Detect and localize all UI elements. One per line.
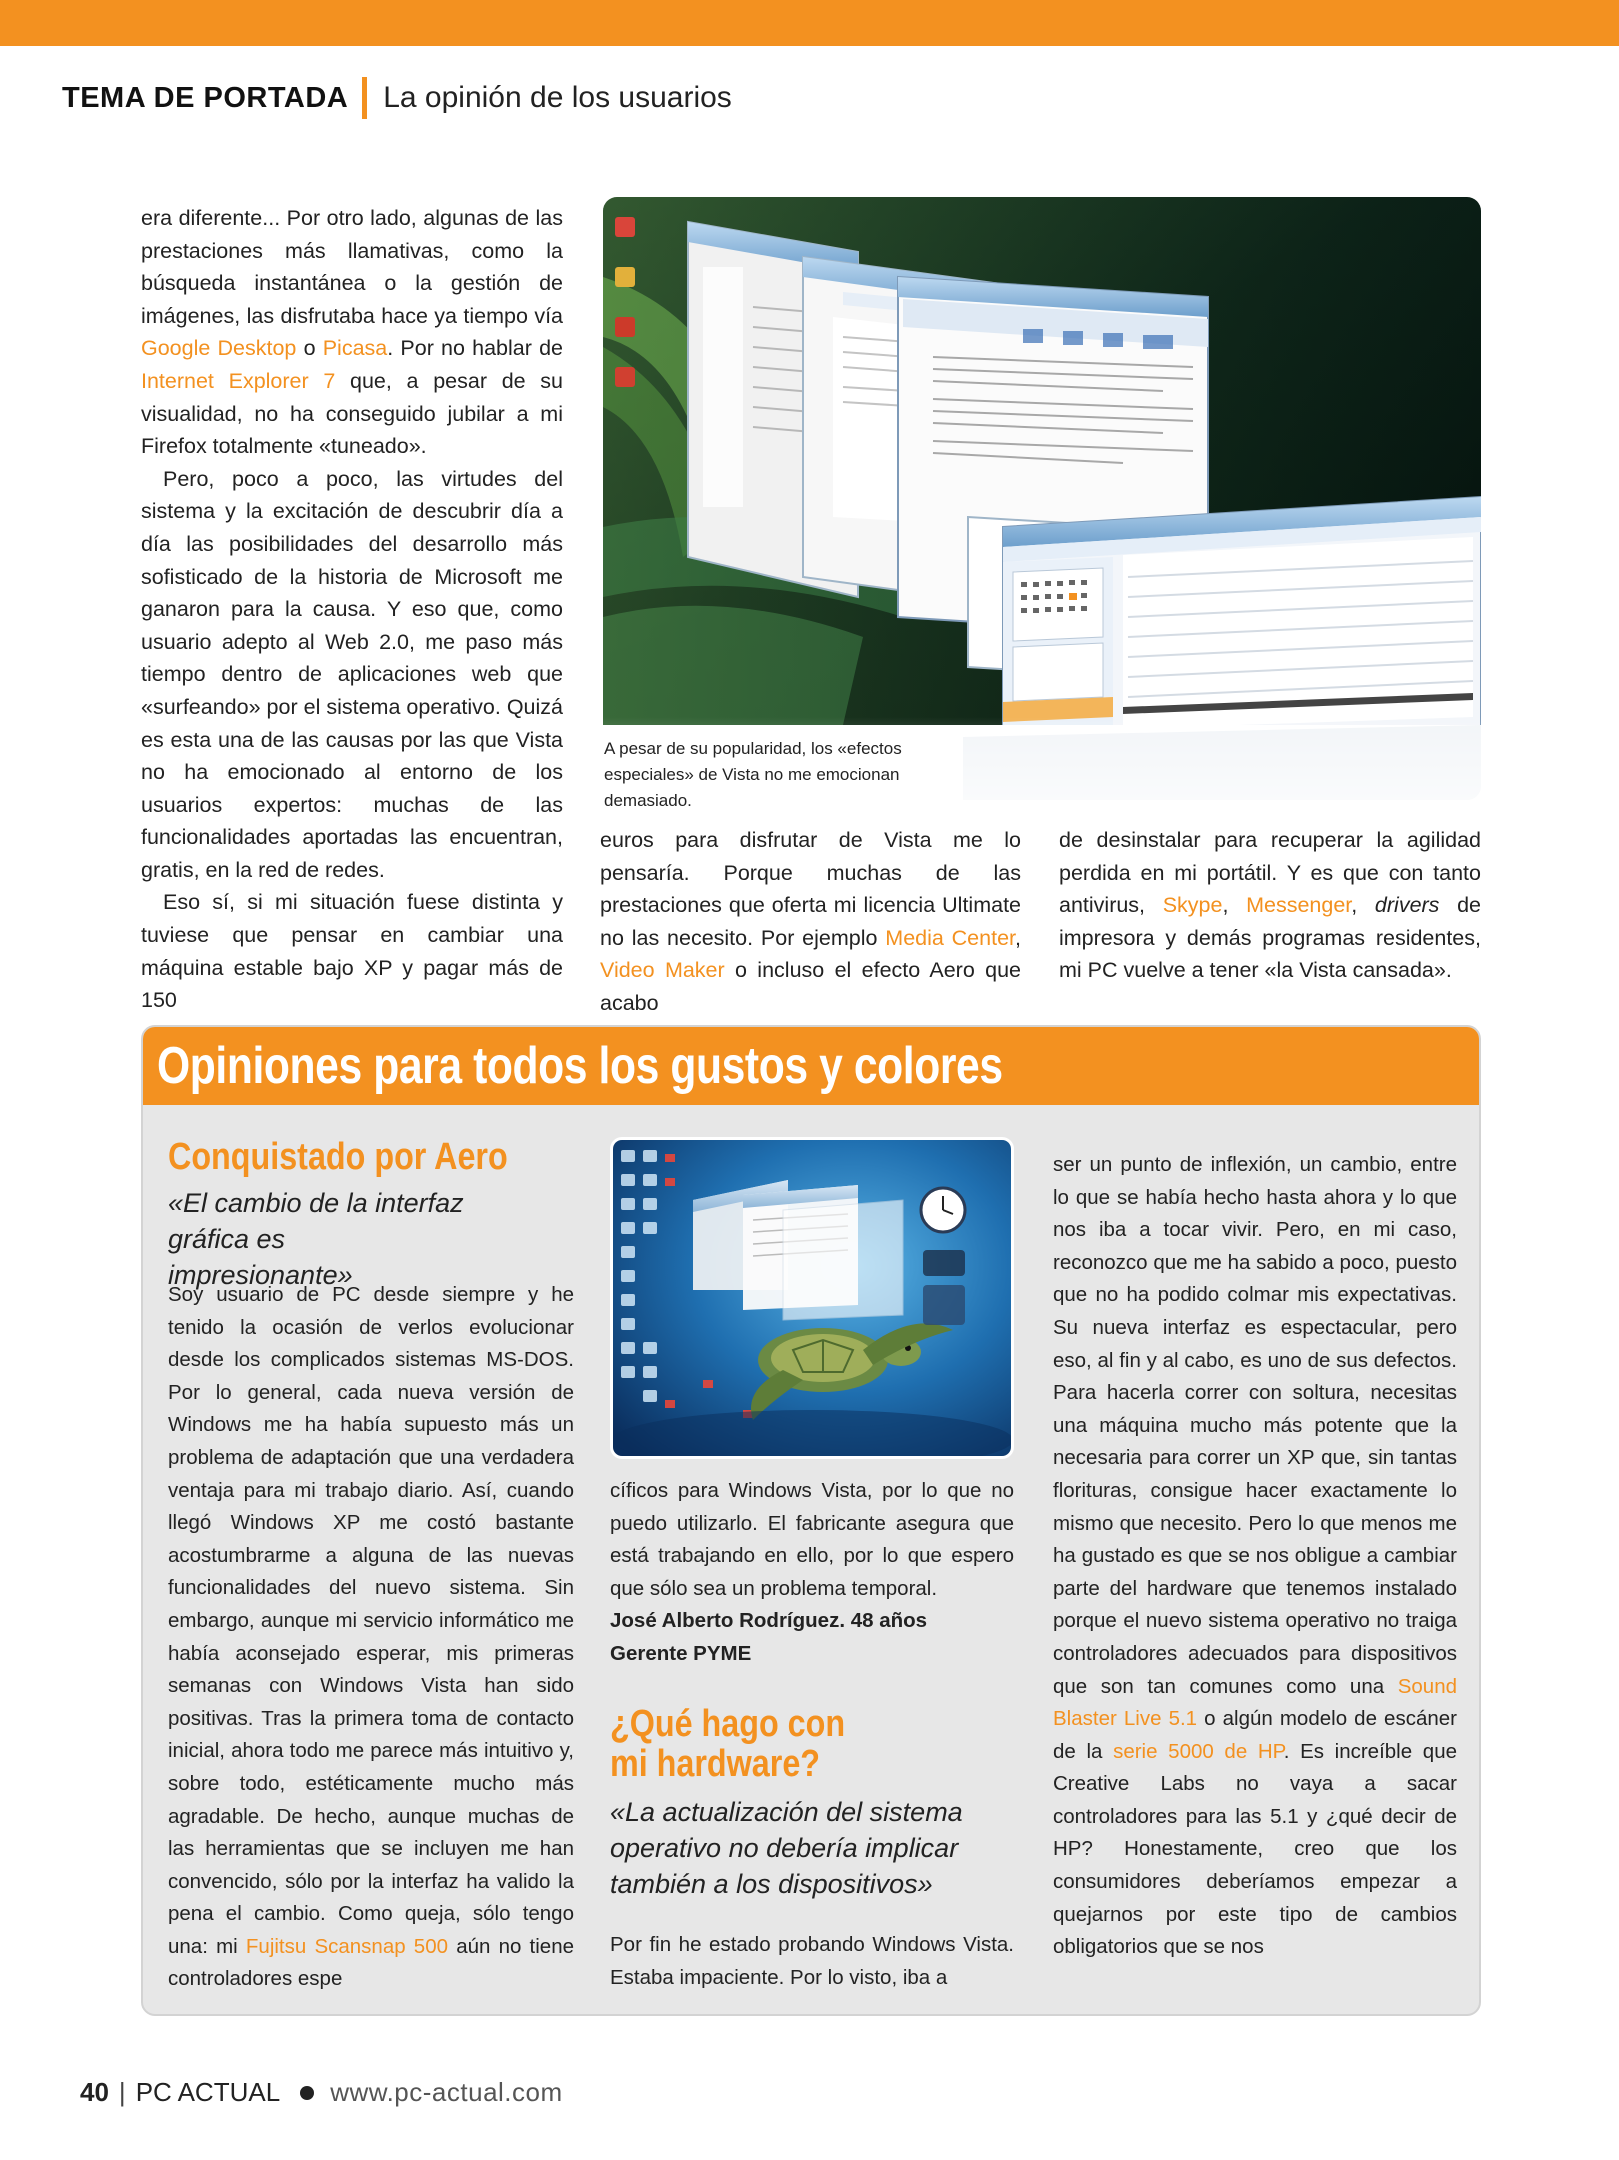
link-serie-5000-hp[interactable]: serie 5000 de HP xyxy=(1113,1739,1284,1763)
opinion-1-quote: «El cambio de la interfaz gráfica es impresionante» xyxy=(168,1188,464,1290)
turtle-desktop-illustration xyxy=(613,1140,1011,1456)
link-media-center[interactable]: Media Center xyxy=(885,925,1015,950)
page-header xyxy=(62,78,732,118)
link-fujitsu-scansnap[interactable]: Fujitsu Scansnap 500 xyxy=(245,1934,449,1958)
top-accent-bar xyxy=(0,0,1619,46)
article-column-3 xyxy=(1059,824,1481,987)
article-paragraph: Pero, poco a poco, las virtudes del sistema y la excitación de descubrir día a día las posibilidades del desarrollo más sofisticado de la historia de Microsoft me ganaron para la causa. Y eso que, como usuario adepto al Web 2.0, me paso más tiempo dentro de aplicaciones web que «surfeando» por el sistema operativo. Quizá es esta una de las causas por las que Vista no ha emocionado al entorno de los usuarios expertos: muchas de las funcionalidades aportadas las encuentran, gratis, en la red de redes. xyxy=(141,466,563,882)
link-messenger[interactable]: Messenger xyxy=(1246,893,1352,918)
opinion-2-body: Por fin he estado probando Windows Vista. Estaba impaciente. Por lo visto, iba a xyxy=(610,1933,1014,1989)
opinions-box-title: Opiniones para todos los gustos y colores xyxy=(157,1037,1003,1095)
page-number: 40 xyxy=(80,2077,109,2107)
article-paragraph: euros para disfrutar de Vista me lo pensaría. Porque muchas de las prestaciones que oferta mi licencia Ultimate no las necesito. Por ejemplo Media Center, Video Maker o incluso el efecto Aero que acabo xyxy=(600,828,1021,1015)
link-sound-blaster[interactable]: Sound Blaster Live 5.1 xyxy=(1053,1674,1457,1731)
article-column-2 xyxy=(600,824,1021,1020)
opinion-1-continuation: cíficos para Windows Vista, por lo que no puedo utilizarlo. El fabricante asegura que está trabajando en ello, por lo que espero que sólo sea un problema temporal. José Alberto Rodríguez. 48 años Gerente PYME xyxy=(610,1475,1014,1671)
link-google-desktop[interactable]: Google Desktop xyxy=(141,336,297,361)
figure-caption: A pesar de su popularidad, los «efectos especiales» de Vista no me emocionan demasiado. xyxy=(604,739,902,810)
article-paragraph: de desinstalar para recuperar la agilidad perdida en mi portátil. Y es que con tanto antivirus, Skype, Messenger, drivers de impresora y demás programas residentes, mi PC vuelve a tener «la Vista cansada». xyxy=(1059,828,1482,983)
opinion-1-author-role: Gerente PYME xyxy=(610,1641,752,1665)
bullet-icon xyxy=(300,2086,314,2100)
magazine-name: PC ACTUAL xyxy=(135,2077,281,2107)
link-internet-explorer-7[interactable]: Internet Explorer 7 xyxy=(141,368,336,393)
vista-turtle-screenshot xyxy=(610,1137,1014,1459)
link-video-maker[interactable]: Video Maker xyxy=(600,958,725,983)
article-paragraph: era diferente... Por otro lado, algunas de las prestaciones más llamativas, como la búsqueda instantánea o la gestión de imágenes, las disfrutaba hace ya tiempo vía Google Desktop o Picasa. Por no hablar de Internet Explorer 7 que, a pesar de su visualidad, no ha conseguido jubilar a mi Firefox totalmente «tuneado». xyxy=(141,206,564,459)
opinion-1-body: Soy usuario de PC desde siempre y he tenido la ocasión de verlos evolucionar desde los complicados sistemas MS-DOS. Por lo general, cada nueva versión de Windows me ha había supuesto más un problema de adaptación que una verdadera ventaja para mi trabajo diario. Así, cuando llegó Windows XP me costó bastante acostumbrarme a alguna de las nuevas funcionalidades del nuevo sistema. Sin embargo, aunque mi servicio informático me había aconsejado esperar, mis primeras semanas con Windows Vista han sido positivas. Tras la primera toma de contacto inicial, ahora todo me parece más intuitivo y, sobre todo, estéticamente mucho más agradable. De hecho, aunque muchas de las herramientas que se incluyen me han convencido, sólo por la interfaz ha valido la pena el cambio. Como queja, sólo tengo una: mi Fujitsu Scansnap 500 aún no tiene controladores espe xyxy=(168,1283,575,1991)
footer-separator: | xyxy=(118,2077,126,2107)
article-column-1 xyxy=(141,202,563,1017)
opinions-box xyxy=(141,1025,1481,2016)
page-footer xyxy=(80,2077,563,2108)
website-url[interactable]: www.pc-actual.com xyxy=(330,2077,563,2107)
link-picasa[interactable]: Picasa xyxy=(322,336,388,361)
vista-flip3d-screenshot xyxy=(603,197,1481,800)
link-skype[interactable]: Skype xyxy=(1162,893,1223,918)
header-divider xyxy=(362,77,367,119)
vista-desktop-illustration xyxy=(603,197,1481,800)
opinion-2-title: ¿Qué hago con mi hardware? xyxy=(610,1703,846,1785)
opinion-2-continuation: ser un punto de inflexión, un cambio, entre lo que se había hecho hasta ahora y lo que nos iba a tocar vivir. Pero, en mi caso, reconozco que me ha sabido a poco, puesto que no ha podido colmar mis expectativas. Su nueva interfaz es espectacular, pero eso, al fin y al cabo, es uno de sus defectos. Para hacerla correr con soltura, necesitas una máquina mucho más potente que la necesaria para correr un XP que, sin tantas florituras, consigue hacer exactamente lo mismo que necesito. Pero lo que menos me ha gustado es que se nos obligue a cambiar parte del hardware que tenemos instalado porque el nuevo sistema operativo no traiga controladores adecuados para dispositivos que son tan comunes como una Sound Blaster Live 5.1 o algún modelo de escáner de la serie 5000 de HP. Es increíble que Creative Labs no vaya a sacar controladores para las 5.1 y ¿qué decir de HP? Honestamente, creo que los consumidores deberíamos empezar a quejarnos por este tipo de cambios obligatorios que se nos xyxy=(1053,1153,1457,1959)
opinions-box-header xyxy=(143,1027,1479,1105)
article-paragraph: Eso sí, si mi situación fuese distinta y tuviese que pensar en cambiar una máquina estable bajo XP y pagar más de 150 xyxy=(141,890,563,1013)
opinion-1-author-name: José Alberto Rodríguez. 48 años xyxy=(610,1609,928,1633)
opinion-2-quote: «La actualización del sistema operativo no debería implicar también a los dispositivos» xyxy=(610,1797,963,1899)
subsection-label: La opinión de los usuarios xyxy=(383,81,732,114)
section-label: TEMA DE PORTADA xyxy=(62,81,349,114)
opinion-1-title: Conquistado por Aero xyxy=(168,1136,508,1178)
